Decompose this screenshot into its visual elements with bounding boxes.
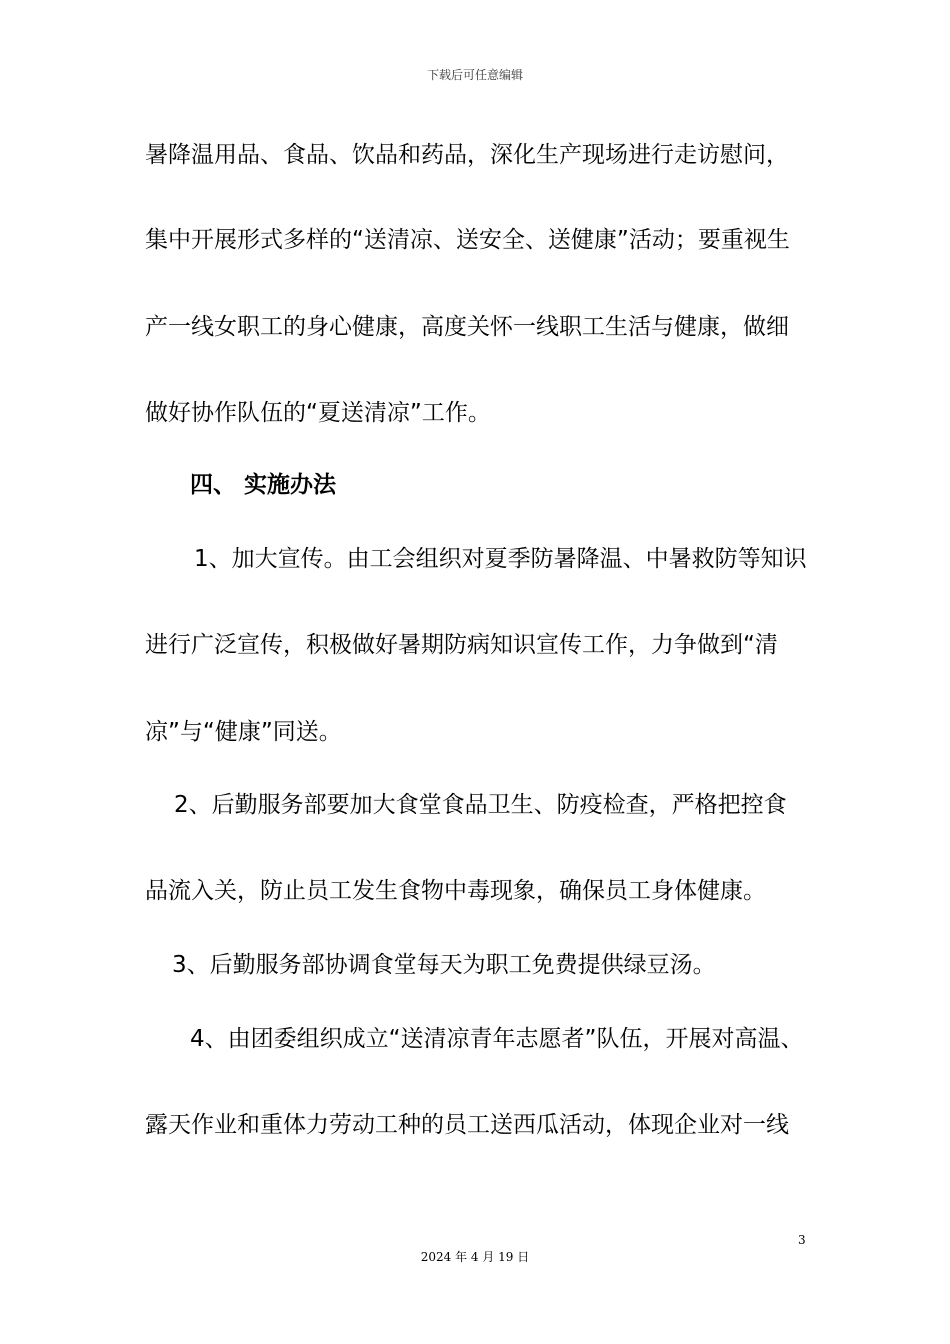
body-text-line: 品流入关，防止员工发生食物中毒现象，确保员工身体健康。 (145, 878, 766, 904)
body-text-line: 做好协作队伍的“夏送清凉”工作。 (145, 400, 491, 426)
body-text-line: 产一线女职工的身心健康，高度关怀一线职工生活与健康，做细 (145, 314, 789, 340)
body-text-line: 2、后勤服务部要加大食堂食品卫生、防疫检查，严格把控食 (174, 792, 787, 818)
body-text-line: 4、由团委组织成立“送清凉青年志愿者”队伍，开展对高温、 (190, 1026, 804, 1052)
page-header: 下载后可任意编辑 (426, 68, 523, 82)
body-text-line: 集中开展形式多样的“送清凉、送安全、送健康”活动；要重视生 (145, 227, 790, 253)
footer-date: 2024 年 4 月 19 日 (420, 1250, 530, 1264)
body-text-line: 进行广泛宣传，积极做好暑期防病知识宣传工作，力争做到“清 (145, 632, 778, 658)
body-text-line: 1、加大宣传。由工会组织对夏季防暑降温、中暑救防等知识 (194, 546, 807, 572)
body-text-line: 凉”与“健康”同送。 (145, 719, 342, 745)
body-text-line: 3、后勤服务部协调食堂每天为职工免费提供绿豆汤。 (172, 952, 716, 978)
body-text-line: 暑降温用品、食品、饮品和药品，深化生产现场进行走访慰问， (145, 142, 789, 168)
body-text-line: 露天作业和重体力劳动工种的员工送西瓜活动，体现企业对一线 (145, 1112, 789, 1138)
section-heading: 四、 实施办法 (190, 472, 337, 498)
page-number: 3 (798, 1233, 806, 1247)
